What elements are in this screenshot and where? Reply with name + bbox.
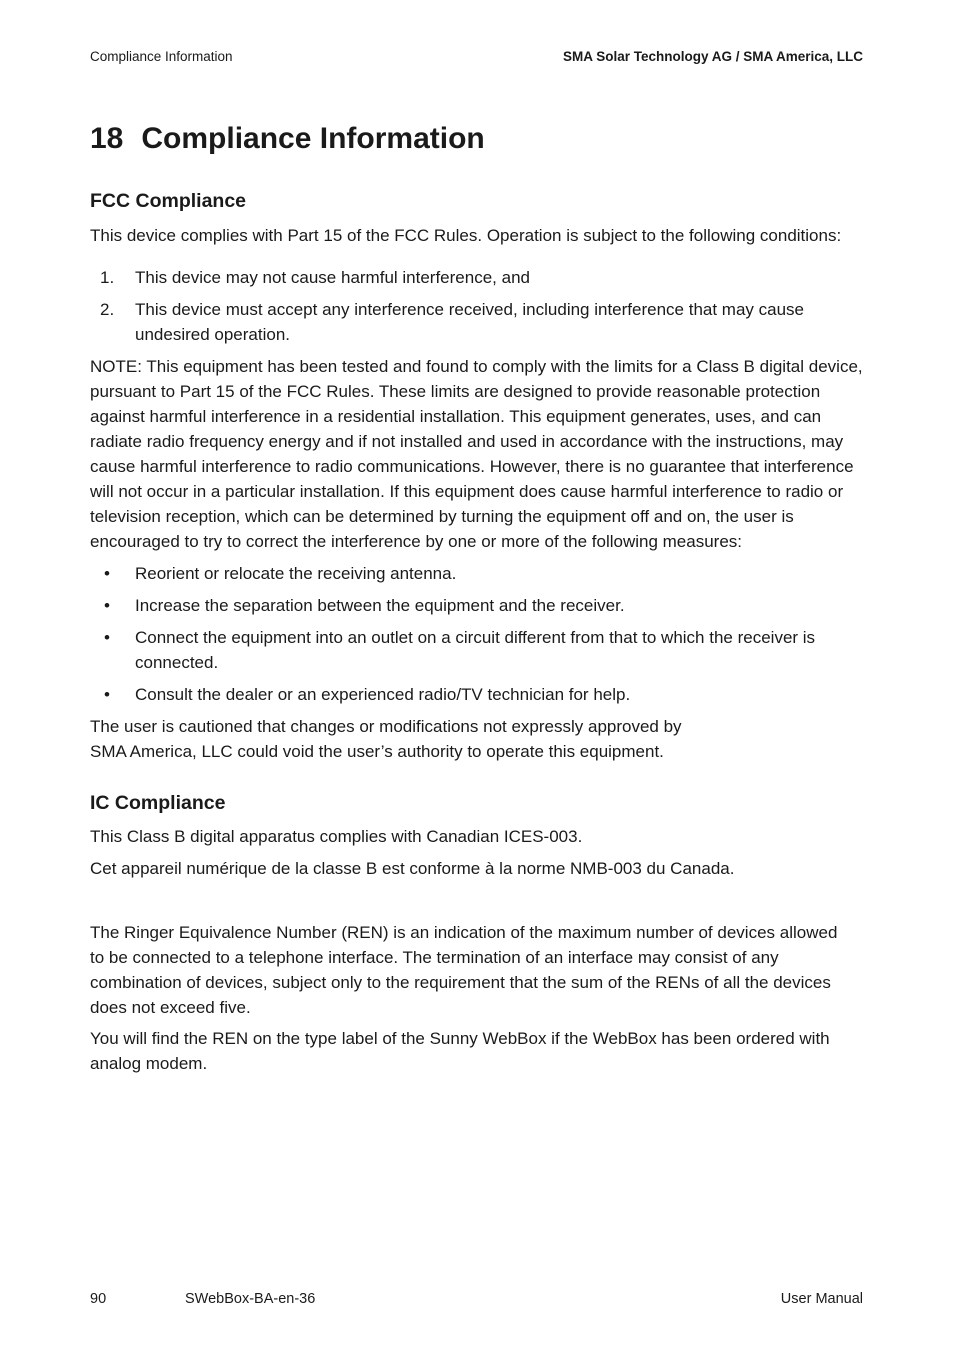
list-item (90, 682, 863, 707)
note-line: encouraged to try to correct the interference by one or more of the following measures: (90, 532, 743, 551)
list-number: 2. (100, 300, 115, 319)
ren-paragraph: The Ringer Equivalence Number (REN) is an indication of the maximum number of devices allowed to be connected to a telephone interface. The termination of an interface may consist of any combination of devices, subject only to the requirement that the sum of the RENs of all the devices does not exceed five. (90, 923, 838, 1017)
list-item-text: This device must accept any interference received, including interference that may cause undesired operation. (135, 300, 805, 344)
header-section-label: Compliance Information (90, 49, 233, 64)
fcc-conditions-list (90, 265, 863, 347)
running-header (90, 49, 863, 69)
note-line: cause harmful interference to radio communications. However, there is no guarantee that interference (90, 457, 854, 476)
caution-line: The user is cautioned that changes or modifications not expressly approved by (90, 717, 682, 736)
document-type: User Manual (780, 1291, 863, 1307)
list-item-text: Consult the dealer or an experienced radio/TV technician for help. (135, 685, 631, 704)
chapter-title (90, 122, 485, 156)
fcc-heading: FCC Compliance (90, 190, 247, 212)
list-item (90, 593, 863, 618)
list-item (90, 297, 863, 347)
note-line: radiate radio frequency energy and if not installed and used in accordance with the instructions, may (90, 432, 844, 451)
fcc-intro: This device complies with Part 15 of the FCC Rules. Operation is subject to the following conditions: (90, 226, 842, 245)
list-item (90, 625, 863, 675)
list-item (90, 561, 863, 586)
document-page (90, 0, 863, 1352)
bullet-marker: • (104, 596, 110, 615)
chapter-title-text: Compliance Information (141, 122, 485, 155)
ren-section (90, 920, 863, 1076)
bullet-marker: • (104, 564, 110, 583)
note-line: television reception, which can be determined by turning the equipment off and on, the user is (90, 507, 794, 526)
ic-heading: IC Compliance (90, 792, 226, 814)
fcc-measures-list (90, 561, 863, 707)
list-item-text: Connect the equipment into an outlet on a circuit different from that to which the receiver is connected. (135, 628, 816, 672)
fcc-caution (90, 714, 863, 764)
ic-section (90, 790, 863, 881)
ic-french: Cet appareil numérique de la classe B est conforme à la norme NMB-003 du Canada. (90, 859, 735, 878)
fcc-note (90, 354, 863, 554)
list-item (90, 265, 863, 290)
page-number: 90 (90, 1291, 107, 1307)
list-item-text: Increase the separation between the equipment and the receiver. (135, 596, 625, 615)
note-line: NOTE: This equipment has been tested and found to comply with the limits for a Class B digital device, (90, 357, 863, 376)
document-id: SWebBox-BA-en-36 (185, 1291, 316, 1307)
fcc-section (90, 188, 863, 764)
list-item-text: This device may not cause harmful interference, and (135, 268, 530, 287)
list-item-text: Reorient or relocate the receiving antenna. (135, 564, 457, 583)
bullet-marker: • (104, 628, 110, 647)
caution-line: SMA America, LLC could void the user’s authority to operate this equipment. (90, 742, 664, 761)
note-line: will not occur in a particular installation. If this equipment does cause harmful interference to radio or (90, 482, 844, 501)
note-line: pursuant to Part 15 of the FCC Rules. These limits are designed to provide reasonable protection (90, 382, 821, 401)
header-company: SMA Solar Technology AG / SMA America, LLC (562, 49, 863, 64)
bullet-marker: • (104, 685, 110, 704)
list-number: 1. (100, 268, 115, 287)
ic-english: This Class B digital apparatus complies with Canadian ICES-003. (90, 827, 583, 846)
ren-location: You will find the REN on the type label of the Sunny WebBox if the WebBox has been ordered with analog modem. (90, 1029, 830, 1073)
note-line: against harmful interference in a residential installation. This equipment generates, uses, and can (90, 407, 822, 426)
running-footer (90, 1291, 863, 1311)
chapter-number: 18 (90, 122, 124, 155)
